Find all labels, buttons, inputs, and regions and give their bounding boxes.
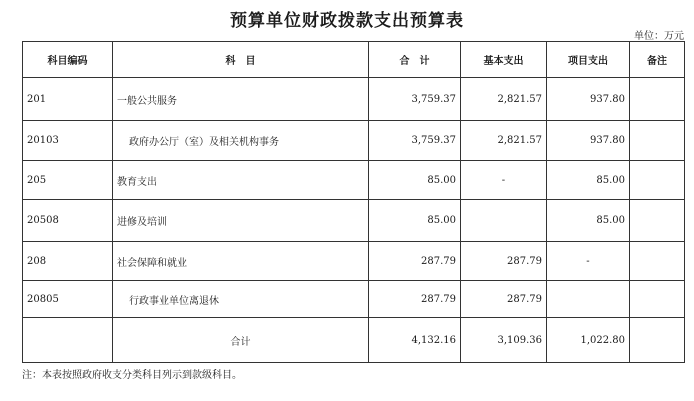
table-row (23, 78, 685, 121)
row-name: 行政事业单位离退休 (113, 281, 369, 318)
row-basic: - (461, 161, 547, 200)
total-label: 合计 (113, 318, 369, 363)
row-code: 20508 (23, 200, 113, 242)
table-row (23, 161, 685, 200)
row-project (547, 281, 630, 318)
row-name: 进修及培训 (113, 200, 369, 242)
row-remark (630, 281, 685, 318)
row-remark (630, 161, 685, 200)
row-name: 教育支出 (113, 161, 369, 200)
row-project: 85.00 (547, 161, 630, 200)
row-code: 208 (23, 242, 113, 281)
row-basic: 2,821.57 (461, 78, 547, 121)
table-row (23, 200, 685, 242)
row-basic (461, 200, 547, 242)
header-row (23, 42, 685, 78)
row-code: 205 (23, 161, 113, 200)
row-remark (630, 78, 685, 121)
row-name: 政府办公厅（室）及相关机构事务 (113, 121, 369, 161)
total-code (23, 318, 113, 363)
header-subject: 科 目 (113, 42, 369, 78)
row-total: 287.79 (369, 281, 461, 318)
row-total: 287.79 (369, 242, 461, 281)
total-total: 4,132.16 (369, 318, 461, 363)
total-row (23, 318, 685, 363)
row-code: 20103 (23, 121, 113, 161)
table-row (23, 242, 685, 281)
row-project: - (547, 242, 630, 281)
total-project: 1,022.80 (547, 318, 630, 363)
table-row (23, 121, 685, 161)
header-remark: 备注 (630, 42, 685, 78)
header-total: 合 计 (369, 42, 461, 78)
row-total: 3,759.37 (369, 121, 461, 161)
row-name: 社会保障和就业 (113, 242, 369, 281)
row-basic: 287.79 (461, 242, 547, 281)
row-basic: 287.79 (461, 281, 547, 318)
page-title: 预算单位财政拨款支出预算表 (230, 11, 464, 31)
total-remark (630, 318, 685, 363)
row-project: 937.80 (547, 121, 630, 161)
row-project: 85.00 (547, 200, 630, 242)
row-project: 937.80 (547, 78, 630, 121)
row-basic: 2,821.57 (461, 121, 547, 161)
header-code: 科目编码 (23, 42, 113, 78)
unit-label: 单位：万元 (634, 31, 684, 42)
table-row (23, 281, 685, 318)
header-project: 项目支出 (547, 42, 630, 78)
row-name: 一般公共服务 (113, 78, 369, 121)
row-remark (630, 242, 685, 281)
footnote: 注：本表按照政府收支分类科目列示到款级科目。 (22, 370, 242, 381)
row-remark (630, 200, 685, 242)
row-total: 3,759.37 (369, 78, 461, 121)
row-code: 201 (23, 78, 113, 121)
row-remark (630, 121, 685, 161)
total-basic: 3,109.36 (461, 318, 547, 363)
row-total: 85.00 (369, 200, 461, 242)
row-total: 85.00 (369, 161, 461, 200)
budget-table (22, 41, 685, 363)
header-basic: 基本支出 (461, 42, 547, 78)
row-code: 20805 (23, 281, 113, 318)
